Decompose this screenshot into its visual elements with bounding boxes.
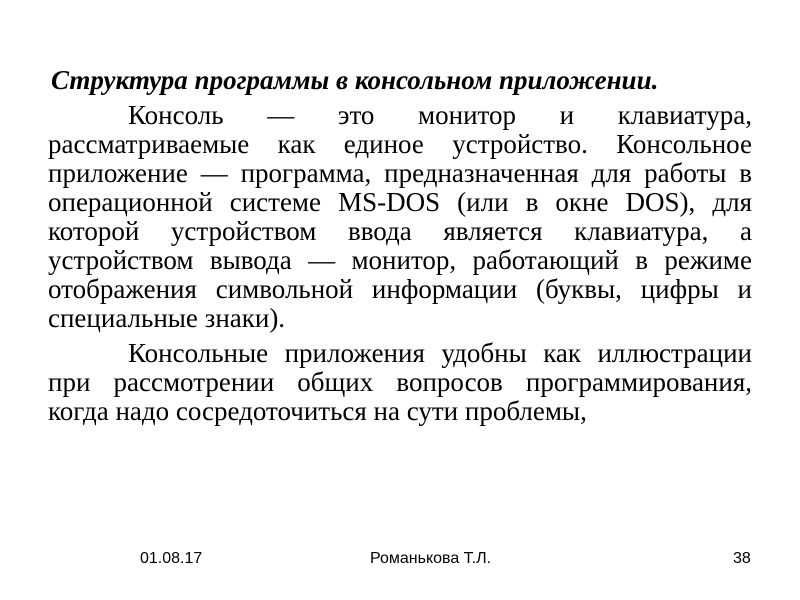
slide-content xyxy=(48,64,752,426)
footer-date: 01.08.17 xyxy=(140,550,203,567)
page-number: 38 xyxy=(733,550,751,567)
slide-title: Структура программы в консольном приложении. xyxy=(51,65,659,95)
paragraph-console-definition: Консоль — это монитор и клавиатура, рассматриваемые как единое устройство. Консольное приложение — программа, предназначенная для работы в операционной системе MS-DOS (или в окне DOS), для которой устройством ввода является клавиатура, а устройством вывода — монитор, работающий в режиме отображения символьной информации (буквы, цифры и специальные знаки). xyxy=(48,100,752,333)
paragraph-console-apps: Консольные приложения удобны как иллюстрации при рассмотрении общих вопросов программирования, когда надо сосредоточиться на сути проблемы, xyxy=(48,338,752,426)
footer-author: Романькова Т.Л. xyxy=(370,550,492,567)
